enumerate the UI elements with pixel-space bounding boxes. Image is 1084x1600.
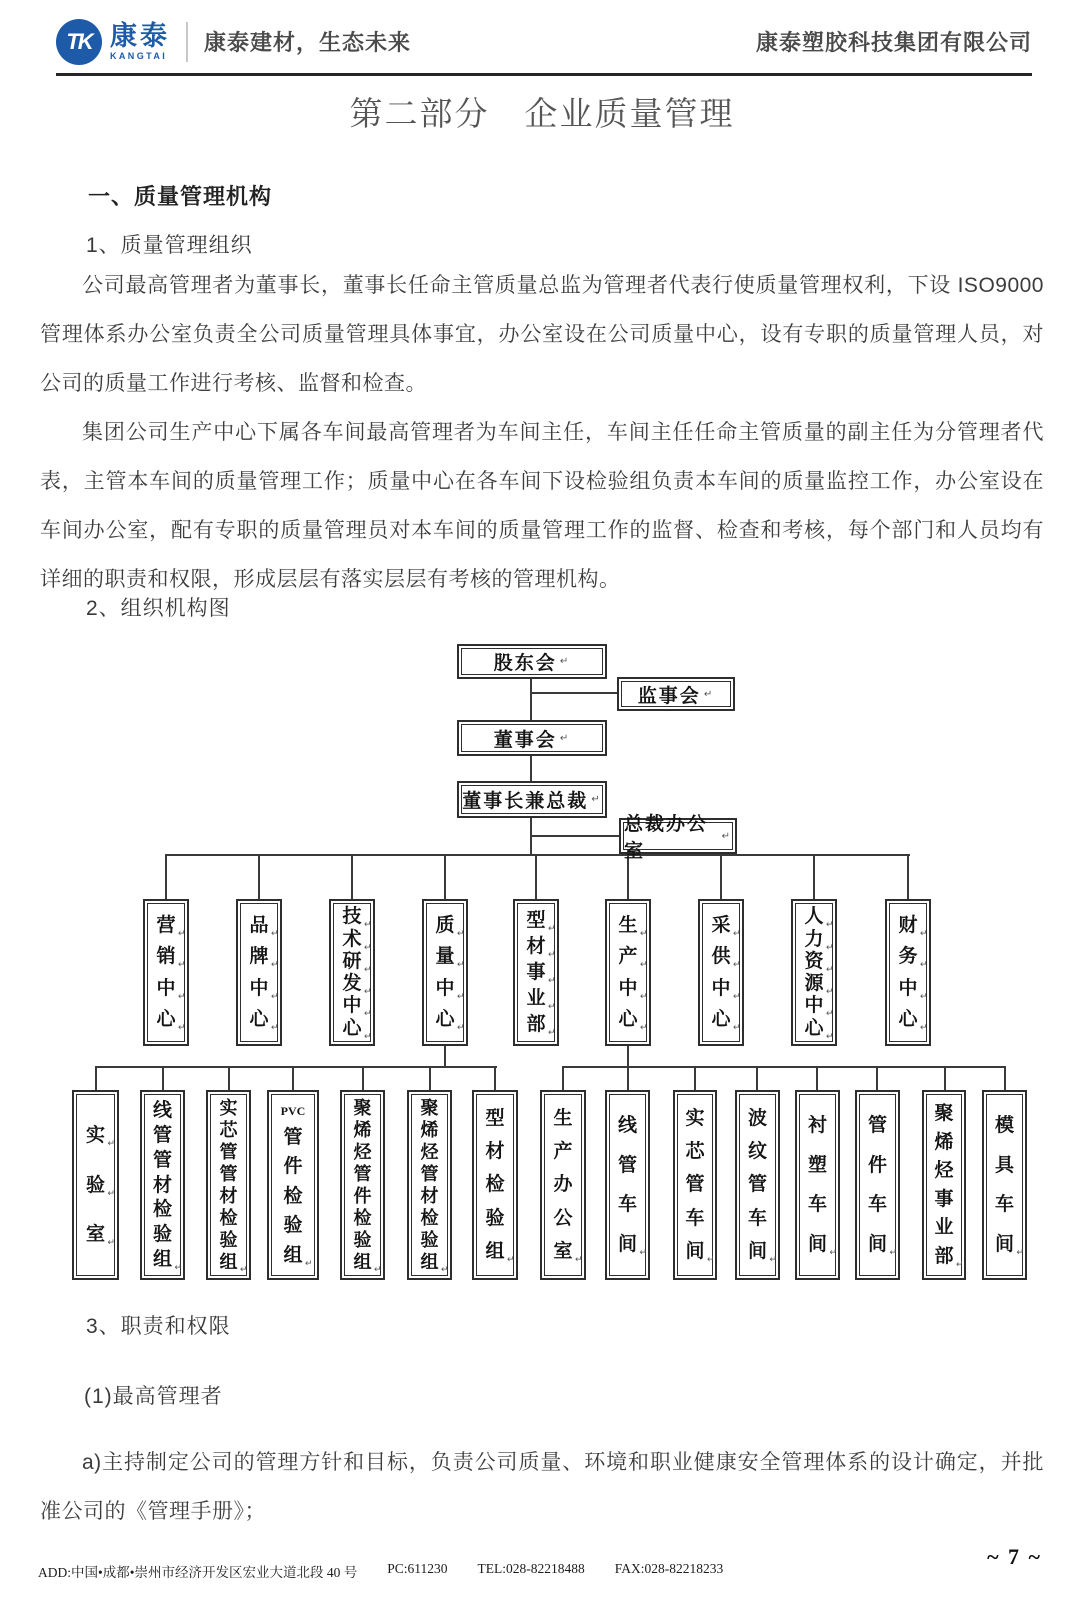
connector-line (429, 1066, 431, 1091)
org-box-char: 室 ↵ (553, 1240, 583, 1264)
connector-line (95, 1066, 497, 1068)
unit-box-solid-core-pipe-workshop (673, 1090, 717, 1280)
return-mark-icon: ↵ (721, 830, 732, 842)
return-mark-icon: ↵ (174, 1262, 182, 1273)
org-box-char: 线 (617, 1114, 637, 1136)
org-box-char: 材 (420, 1186, 439, 1206)
connector-line (535, 854, 537, 900)
unit-box-fitting-workshop (855, 1090, 900, 1280)
org-box-char: 检 (353, 1208, 372, 1228)
connector-line (694, 1066, 696, 1091)
org-box-char: 心 ↵ (804, 1017, 834, 1041)
return-mark-icon: ↵ (456, 928, 465, 939)
connector-line (627, 1066, 629, 1091)
org-box-char: 心 ↵ (898, 1008, 928, 1032)
org-box-char: 心 ↵ (156, 1008, 186, 1032)
org-box-char: 塑 (807, 1154, 827, 1176)
org-box-char: 供 ↵ (711, 946, 741, 970)
return-mark-icon: ↵ (107, 1137, 115, 1148)
org-box-char: 研 ↵ (342, 950, 372, 974)
footer-postcode: PC:611230 (387, 1561, 448, 1576)
return-mark-icon: ↵ (547, 923, 556, 933)
return-mark-icon: ↵ (825, 1008, 834, 1019)
return-mark-icon: ↵ (769, 1253, 777, 1264)
org-box-char: 发 ↵ (342, 973, 372, 997)
org-box-char: 车 (994, 1194, 1014, 1216)
org-box-char: 中 ↵ (711, 977, 741, 1001)
return-mark-icon: ↵ (919, 959, 928, 970)
org-box-char: 检 (283, 1185, 303, 1207)
return-mark-icon: ↵ (547, 949, 556, 959)
org-box-char: 办 (553, 1174, 573, 1196)
return-mark-icon: ↵ (825, 1030, 834, 1041)
return-mark-icon: ↵ (270, 990, 279, 1001)
org-box-char: 间 ↵ (747, 1240, 777, 1264)
return-mark-icon: ↵ (270, 1021, 279, 1032)
org-box-char: 中 ↵ (249, 977, 279, 1001)
return-mark-icon: ↵ (639, 928, 648, 939)
return-mark-icon: ↵ (456, 1021, 465, 1032)
return-mark-icon: ↵ (919, 928, 928, 939)
center-box-tech-rd-center (329, 899, 375, 1046)
org-box-char: 人 ↵ (804, 906, 834, 930)
subsection-heading-top-manager: (1)最高管理者 (84, 1385, 223, 1408)
connector-line (362, 1066, 364, 1091)
org-box-char: 车 (747, 1207, 767, 1229)
connector-line (530, 692, 619, 694)
org-box-char: 心 ↵ (711, 1008, 741, 1032)
org-box-char: 聚 (353, 1098, 372, 1118)
return-mark-icon: ↵ (919, 990, 928, 1001)
org-box-char: 型 ↵ (526, 910, 556, 933)
connector-line (292, 1066, 294, 1091)
org-box-char: 验 (485, 1207, 505, 1229)
return-mark-icon: ↵ (889, 1247, 897, 1258)
center-box-marketing-center (143, 899, 189, 1046)
org-box-char: 术 ↵ (342, 928, 372, 952)
org-box-char: 品 ↵ (249, 915, 279, 939)
center-box-production-center (605, 899, 651, 1046)
org-box-char: 管 (219, 1164, 238, 1184)
org-box-char: 烃 (353, 1142, 372, 1162)
org-box-char: 公 (553, 1207, 573, 1229)
org-box-char: 实 (219, 1098, 238, 1118)
org-box-char: 组 ↵ (353, 1252, 382, 1274)
org-box-char: 烃 (934, 1160, 954, 1182)
brand-block (110, 20, 170, 61)
org-box-char: 芯 (219, 1120, 238, 1140)
brand-name-en: KANGTAI (110, 50, 168, 61)
board-of-directors (457, 720, 607, 756)
connector-line (530, 679, 532, 721)
return-mark-icon: ↵ (456, 959, 465, 970)
org-box-char: 间 ↵ (807, 1234, 837, 1258)
connector-line (816, 1066, 818, 1091)
org-box-char: 组 ↵ (283, 1244, 313, 1268)
connector-line (530, 756, 532, 782)
shareholders-meeting (457, 644, 607, 679)
org-box-char: 心 ↵ (342, 1017, 372, 1041)
paragraph-2: 集团公司生产中心下属各车间最高管理者为车间主任，车间主任任命主管质量的副主任为分管理者代表，主管本车间的质量管理工作；质量中心在各车间下设检验组负责本车间的质量监控工作，办公室设在车间办公室，配有专职的质量管理员对本车间的质量管理工作的监督、检查和考核，每个部门和人员均有详细的职责和权限，形成层层有落实层层有考核的管理机构。 (40, 421, 1044, 591)
group-box-polyolefin-fitting-inspection-group (340, 1090, 385, 1280)
org-box-char: 量 ↵ (435, 946, 465, 970)
org-box-char: 管 (617, 1154, 637, 1176)
footer-address: ADD:中国•成都•崇州市经济开发区宏业大道北段 40 号 (38, 1565, 358, 1580)
return-mark-icon: ↵ (363, 941, 372, 952)
org-box-char: PVC (280, 1104, 306, 1119)
org-box-char: 室 ↵ (85, 1224, 115, 1248)
group-box-laboratory (72, 1090, 119, 1280)
org-box-char: 组 ↵ (420, 1252, 449, 1274)
return-mark-icon: ↵ (919, 1021, 928, 1032)
org-box-char: 聚 (420, 1098, 439, 1118)
org-box-char: 件 (283, 1156, 303, 1178)
center-box-hr-center (791, 899, 837, 1046)
org-box-char: 产 (553, 1141, 573, 1163)
header-divider (186, 22, 188, 62)
brand-tagline: 康泰建材，生态未来 (204, 30, 412, 55)
org-box-char: 生 ↵ (618, 915, 648, 939)
company-name: 康泰塑胶科技集团有限公司 (755, 30, 1032, 55)
org-box-char: 管 (685, 1174, 705, 1196)
org-box-char: 具 (994, 1154, 1014, 1176)
unit-box-polyolefin-division (922, 1090, 966, 1280)
unit-box-mold-workshop (982, 1090, 1027, 1280)
org-box-char: 中 ↵ (804, 995, 834, 1019)
page-header (56, 0, 1032, 76)
connector-line (95, 1066, 97, 1091)
return-mark-icon: ↵ (825, 963, 834, 974)
return-mark-icon: ↵ (270, 959, 279, 970)
org-box-char: 纹 (747, 1141, 767, 1163)
page-title: 第二部分 企业质量管理 (349, 95, 735, 132)
org-box-char: 财 ↵ (898, 915, 928, 939)
org-box-char: 车 (807, 1194, 827, 1216)
return-mark-icon: ↵ (1016, 1247, 1024, 1258)
connector-line (1004, 1066, 1006, 1091)
org-box-char: 资 ↵ (804, 950, 834, 974)
return-mark-icon: ↵ (639, 1247, 647, 1258)
unit-box-wire-pipe-workshop (605, 1090, 650, 1280)
connector-line (876, 1066, 878, 1091)
org-box-char: 管 (152, 1149, 172, 1171)
return-mark-icon: ↵ (107, 1237, 115, 1248)
org-box-char: 波 (747, 1108, 767, 1130)
group-box-solid-core-pipe-inspection-group (206, 1090, 251, 1280)
return-mark-icon: ↵ (177, 959, 186, 970)
org-box-char: 验 (283, 1215, 303, 1237)
return-mark-icon: ↵ (239, 1264, 248, 1274)
org-box-char: 务 ↵ (898, 946, 928, 970)
org-box-char: 烯 (934, 1131, 954, 1153)
return-mark-icon: ↵ (732, 1021, 741, 1032)
return-mark-icon: ↵ (363, 1008, 372, 1019)
org-box-char: 技 ↵ (342, 906, 372, 930)
connector-line (627, 1046, 629, 1068)
org-box-char: 间 ↵ (617, 1234, 647, 1258)
org-box-char: 管 (747, 1174, 767, 1196)
connector-line (720, 854, 722, 900)
president-office (619, 814, 737, 862)
return-mark-icon: ↵ (373, 1264, 382, 1274)
org-box-char: 营 ↵ (156, 915, 186, 939)
connector-line (944, 1066, 946, 1091)
paragraph-3: a)主持制定公司的管理方针和目标，负责公司质量、环境和职业健康安全管理体系的设计确定，并批准公司的《管理手册》； (40, 1451, 1044, 1523)
connector-line (444, 854, 446, 900)
org-box-label: 总裁办公室 (624, 814, 709, 862)
return-mark-icon: ↵ (547, 1001, 556, 1011)
section-heading-1: 一、质量管理机构 (88, 184, 273, 209)
org-box-char: 烯 (353, 1120, 372, 1140)
org-box-char: 模 (994, 1114, 1014, 1136)
org-box-char: 管 (283, 1126, 303, 1148)
return-mark-icon: ↵ (732, 928, 741, 939)
center-box-brand-center (236, 899, 282, 1046)
return-mark-icon: ↵ (363, 986, 372, 997)
org-box-char: 产 ↵ (618, 946, 648, 970)
center-box-finance-center (885, 899, 931, 1046)
group-box-wire-pipe-inspection-group (140, 1090, 185, 1280)
org-box-char: 牌 ↵ (249, 946, 279, 970)
org-box-char: 力 ↵ (804, 928, 834, 952)
subsection-heading-1-2: 2、组织机构图 (86, 597, 231, 620)
org-box-char: 管 (420, 1164, 439, 1184)
connector-line (228, 1066, 230, 1091)
org-box-char: 车 (617, 1194, 637, 1216)
return-mark-icon: ↵ (177, 990, 186, 1001)
org-box-char: 材 ↵ (526, 936, 556, 959)
org-box-char: 件 (867, 1154, 887, 1176)
return-mark-icon: ↵ (177, 1021, 186, 1032)
org-box-char: 采 ↵ (711, 915, 741, 939)
org-chart (0, 630, 1084, 1290)
return-mark-icon: ↵ (825, 919, 834, 930)
return-mark-icon: ↵ (955, 1258, 964, 1269)
connector-line (562, 1066, 564, 1091)
org-box-char: 生 (553, 1108, 573, 1130)
org-box-char: 衬 (807, 1114, 827, 1136)
return-mark-icon: ↵ (825, 941, 834, 952)
org-box-char: 车 (867, 1194, 887, 1216)
subsection-heading-1-3: 3、职责和权限 (86, 1315, 231, 1338)
org-box-char: 材 (152, 1174, 172, 1196)
org-box-char: 中 ↵ (435, 977, 465, 1001)
org-box-char: 间 ↵ (685, 1240, 715, 1264)
connector-line (756, 1066, 758, 1091)
return-mark-icon: ↵ (639, 1021, 648, 1032)
org-box-char: 线 (152, 1099, 172, 1121)
org-box-char: 销 ↵ (156, 946, 186, 970)
return-mark-icon: ↵ (270, 928, 279, 939)
group-box-profile-inspection-group (472, 1090, 518, 1280)
return-mark-icon: ↵ (547, 1027, 556, 1037)
org-box-char: 聚 (934, 1103, 954, 1125)
return-mark-icon: ↵ (456, 990, 465, 1001)
org-box-char: 实 ↵ (85, 1124, 115, 1148)
connector-line (530, 835, 621, 837)
org-box-char: 芯 (685, 1141, 705, 1163)
org-box-char: 间 ↵ (867, 1234, 897, 1258)
return-mark-icon: ↵ (639, 990, 648, 1001)
org-box-char: 型 (485, 1108, 505, 1130)
org-box-char: 中 ↵ (618, 977, 648, 1001)
chairman-and-president (457, 781, 607, 818)
return-mark-icon: ↵ (363, 919, 372, 930)
org-box-char: 件 (353, 1186, 372, 1206)
return-mark-icon: ↵ (703, 688, 715, 700)
connector-line (165, 854, 167, 900)
org-box-char: 检 (420, 1208, 439, 1228)
footer-telephone: TEL:028-82218488 (477, 1561, 585, 1576)
unit-box-lined-plastic-workshop (795, 1090, 840, 1280)
footer-fax: FAX:028-82218233 (614, 1561, 724, 1576)
return-mark-icon: ↵ (574, 1253, 583, 1264)
paragraph-1: 公司最高管理者为董事长，董事长任命主管质量总监为管理者代表行使质量管理权利，下设 ISO9000 管理体系办公室负责全公司质量管理具体事宜，办公室设在公司质量中心，设有专职的质量管理人员，对公司的质量工作进行考核、监督和检查。 (40, 274, 1044, 395)
return-mark-icon: ↵ (177, 928, 186, 939)
org-box-char: 组 ↵ (219, 1252, 248, 1274)
return-mark-icon: ↵ (559, 656, 571, 667)
connector-line (444, 1046, 446, 1068)
connector-line (813, 854, 815, 900)
return-mark-icon: ↵ (732, 959, 741, 970)
logo-monogram: TK (66, 28, 92, 54)
org-box-char: 心 ↵ (435, 1008, 465, 1032)
org-box-char: 车 (685, 1207, 705, 1229)
org-box-char: 验 (420, 1230, 439, 1250)
org-box-char: 验 ↵ (85, 1174, 115, 1198)
return-mark-icon: ↵ (363, 1030, 372, 1041)
org-box-char: 烃 (420, 1142, 439, 1162)
org-box-label: 股东会 (493, 653, 557, 674)
return-mark-icon: ↵ (559, 732, 571, 744)
connector-line (530, 818, 532, 856)
return-mark-icon: ↵ (304, 1257, 313, 1268)
org-box-char: 事 ↵ (526, 962, 556, 985)
org-box-char: 组 ↵ (485, 1240, 515, 1264)
org-box-char: 质 ↵ (435, 915, 465, 939)
unit-box-corrugated-pipe-workshop (735, 1090, 780, 1280)
unit-box-production-office (540, 1090, 586, 1280)
org-box-char: 部 ↵ (526, 1014, 556, 1037)
footer-contact (38, 1561, 723, 1581)
center-box-profile-division (513, 899, 559, 1046)
org-box-char: 实 (685, 1108, 705, 1130)
org-box-char: 部 ↵ (934, 1245, 964, 1269)
center-box-quality-center (422, 899, 468, 1046)
org-box-char: 材 (219, 1186, 238, 1206)
org-box-char: 材 (485, 1141, 505, 1163)
return-mark-icon: ↵ (732, 990, 741, 1001)
org-box-char: 验 (152, 1224, 172, 1246)
org-box-char: 业 (934, 1217, 954, 1239)
org-box-char: 组 ↵ (152, 1249, 182, 1273)
org-box-char: 事 (934, 1188, 954, 1210)
org-box-char: 业 ↵ (526, 988, 556, 1011)
return-mark-icon: ↵ (706, 1253, 715, 1264)
org-box-char: 验 (353, 1230, 372, 1250)
return-mark-icon: ↵ (107, 1187, 115, 1198)
center-box-procurement-center (698, 899, 744, 1046)
org-box-char: 管 (353, 1164, 372, 1184)
kangtai-logo-icon (56, 19, 102, 65)
supervisory-board (617, 677, 735, 711)
return-mark-icon: ↵ (363, 963, 372, 974)
group-box-pvc-fitting-inspection-group (267, 1090, 319, 1280)
org-box-char: 检 (485, 1174, 505, 1196)
return-mark-icon: ↵ (506, 1253, 515, 1264)
return-mark-icon: ↵ (591, 794, 602, 805)
connector-line (166, 854, 910, 856)
connector-line (351, 854, 353, 900)
org-box-char: 中 ↵ (898, 977, 928, 1001)
org-box-char: 检 (152, 1199, 172, 1221)
org-box-char: 中 ↵ (342, 995, 372, 1019)
return-mark-icon: ↵ (639, 959, 648, 970)
connector-line (258, 854, 260, 900)
return-mark-icon: ↵ (829, 1247, 837, 1258)
org-box-char: 验 (219, 1230, 238, 1250)
connector-line (494, 1066, 496, 1091)
org-box-label: 董事长兼总裁 (462, 791, 589, 812)
org-box-char: 间 ↵ (994, 1234, 1024, 1258)
org-box-label: 监事会 (637, 685, 701, 707)
org-box-char: 检 (219, 1208, 238, 1228)
connector-line (162, 1066, 164, 1091)
org-box-char: 中 ↵ (156, 977, 186, 1001)
org-box-char: 管 (219, 1142, 238, 1162)
return-mark-icon: ↵ (825, 986, 834, 997)
org-box-char: 心 ↵ (249, 1008, 279, 1032)
org-box-label: 董事会 (493, 729, 557, 751)
return-mark-icon: ↵ (547, 975, 556, 985)
org-box-char: 管 (867, 1114, 887, 1136)
brand-name-cn: 康泰 (110, 20, 170, 51)
subsection-heading-1-1: 1、质量管理组织 (86, 234, 253, 257)
org-box-char: 源 ↵ (804, 973, 834, 997)
org-box-char: 心 ↵ (618, 1008, 648, 1032)
org-box-char: 烯 (420, 1120, 439, 1140)
connector-line (907, 854, 909, 900)
org-box-char: 管 (152, 1124, 172, 1146)
return-mark-icon: ↵ (440, 1264, 449, 1274)
page-number: ~ 7 ~ (987, 1544, 1042, 1569)
group-box-polyolefin-pipe-inspection-group (407, 1090, 452, 1280)
